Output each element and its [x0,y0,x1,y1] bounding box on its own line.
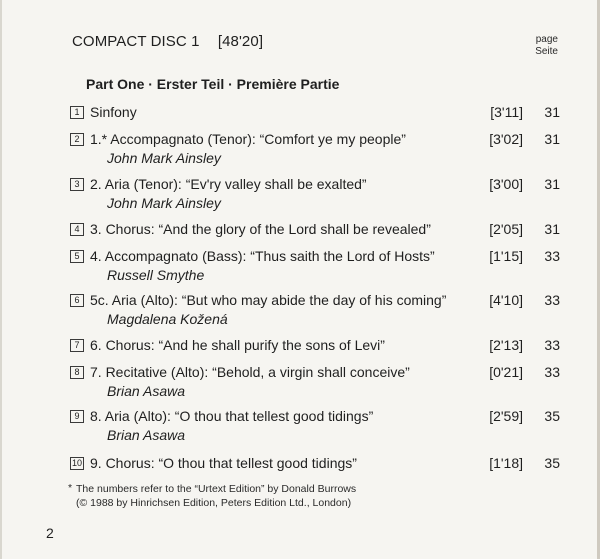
track-number-box-icon: 2 [70,133,84,146]
track-title: Sinfony [90,104,137,120]
track-page: 31 [544,221,560,237]
disc-header [72,33,263,50]
track-page: 35 [544,455,560,471]
track-duration: [4'10] [489,292,523,308]
track-title: 8. Aria (Alto): “O thou that tellest good tidings” [90,408,374,424]
track-duration: [3'00] [489,176,523,192]
track-number-box-icon: 8 [70,366,84,379]
track-row [70,364,560,404]
track-duration: [2'13] [489,337,523,353]
track-duration: [3'11] [490,104,523,120]
track-number-box-icon: 5 [70,250,84,263]
track-title: 4. Accompagnato (Bass): “Thus saith the Lord of Hosts” [90,248,435,264]
track-duration: [1'18] [489,455,523,471]
track-performer: John Mark Ainsley [107,150,221,166]
track-duration: [2'05] [489,221,523,237]
track-number-box-icon: 7 [70,339,84,352]
track-title: 1.* Accompagnato (Tenor): “Comfort ye my people” [90,131,406,147]
track-page: 35 [544,408,560,424]
footnote-marker: * [68,482,73,494]
track-page: 31 [544,131,560,147]
track-number-box-icon: 10 [71,458,82,468]
footnote-line-1: The numbers refer to the “Urtext Edition” by Donald Burrows [76,483,357,495]
track-page: 33 [544,337,560,353]
track-page: 33 [544,364,560,380]
track-duration: [0'21] [489,364,523,380]
track-title: 9. Chorus: “O thou that tellest good tidings” [90,455,357,471]
part-title: Part One · Erster Teil · Première Partie [86,76,340,92]
footnote-line-2: (© 1988 by Hinrichsen Edition, Peters Edition Ltd., London) [76,497,352,509]
track-title: 5c. Aria (Alto): “But who may abide the day of his coming” [90,292,447,308]
track-number-box-icon: 4 [70,223,84,236]
page-number: 2 [46,525,54,541]
track-title: 2. Aria (Tenor): “Ev'ry valley shall be exalted” [90,176,367,192]
track-performer: Brian Asawa [107,427,186,443]
track-row [70,248,560,288]
track-duration: [3'02] [489,131,523,147]
track-title: 6. Chorus: “And he shall purify the sons of Levi” [90,337,385,353]
track-page: 31 [544,176,560,192]
page-label-de: Seite [535,46,558,57]
track-performer: Magdalena Kožená [107,311,228,327]
track-performer: Russell Smythe [107,267,205,283]
track-row [70,408,560,448]
track-page: 33 [544,292,560,308]
track-number-box-icon: 9 [70,410,84,423]
track-number-box-icon: 3 [70,178,84,191]
page-label-en: page [535,34,558,45]
track-duration: [1'15] [489,248,523,264]
track-row [70,176,560,216]
disc-duration: [48'20] [217,33,264,50]
page-column-label [535,34,558,58]
track-number-box-icon: 6 [70,294,84,307]
track-row [70,131,560,171]
track-title: 7. Recitative (Alto): “Behold, a virgin shall conceive” [90,364,410,380]
footnote [68,482,357,510]
track-row [70,292,560,332]
disc-title: COMPACT DISC 1 [72,33,200,50]
track-performer: Brian Asawa [107,383,186,399]
track-page: 31 [544,104,560,120]
track-title: 3. Chorus: “And the glory of the Lord shall be revealed” [90,221,431,237]
track-duration: [2'59] [489,408,523,424]
track-page: 33 [544,248,560,264]
track-number-box-icon: 1 [70,106,84,119]
track-performer: John Mark Ainsley [107,195,221,211]
